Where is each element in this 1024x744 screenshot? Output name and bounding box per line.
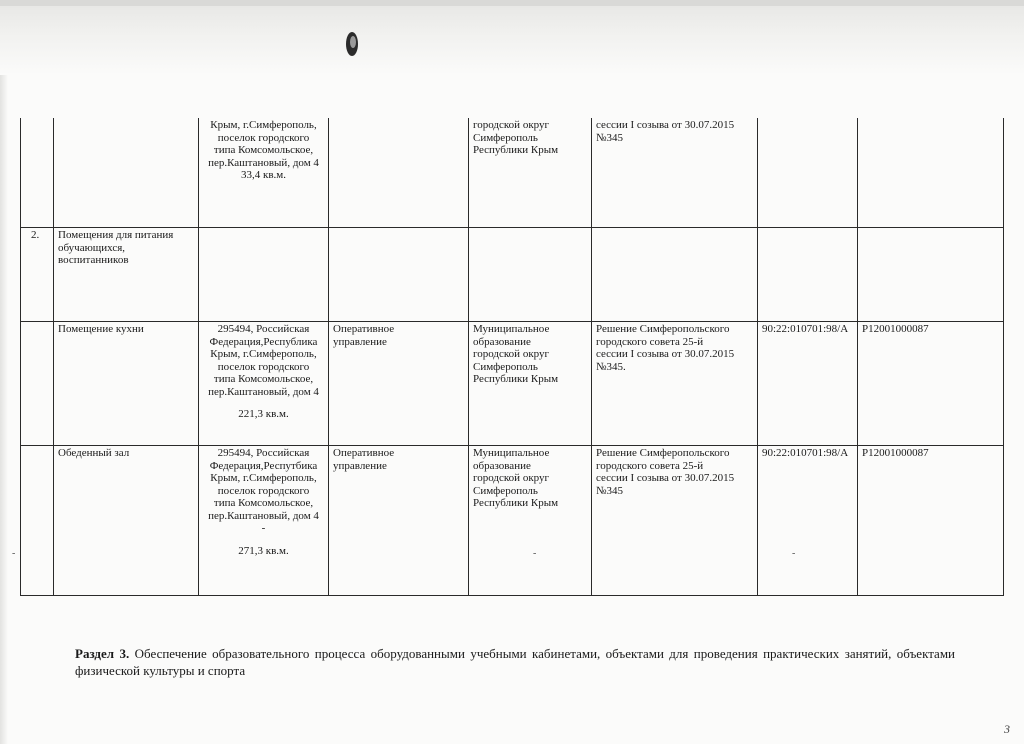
cell-name: Помещение кухни: [54, 322, 199, 446]
table-row-section: [21, 228, 1004, 322]
cell-registry: Р12001000087: [858, 322, 1004, 446]
cell-cadastral: 90:22:010701:98/А: [758, 322, 858, 446]
cell-number: 2.: [21, 228, 54, 322]
scan-edge-shadow: [0, 75, 8, 744]
area-value: 271,3 кв.м.: [238, 544, 289, 557]
cell-document: сессии I созыва от 30.07.2015 №345: [592, 118, 758, 228]
cell-document: Решение Симферопольского городского совета 25-й сессии I созыва от 30.07.2015 №345.: [592, 322, 758, 446]
cell-document: Решение Симферопольского городского совета 25-й сессии I созыва от 30.07.2015 №345: [592, 446, 758, 596]
table-row-continued: [21, 118, 1004, 228]
cell-right: Оперативное управление: [329, 446, 469, 596]
cell-address: Крым, г.Симферополь, поселок городского типа Комсомольское, пер.Каштановый, дом 4 33,4 кв.м.: [199, 118, 329, 228]
cell-section-name: Помещения для питания обучающихся, воспитанников: [54, 228, 199, 322]
paper-fold-shadow: [0, 0, 1024, 75]
premises-table: [20, 118, 1004, 596]
cell-registry: Р12001000087: [858, 446, 1004, 596]
scan-dash-mark: -: [792, 548, 796, 559]
table-row: [21, 322, 1004, 446]
cell-owner: Муниципальное образование городской округ Симферополь Республики Крым: [469, 322, 592, 446]
cell-right: Оперативное управление: [329, 322, 469, 446]
section-heading: [75, 645, 955, 679]
punch-hole-icon: [342, 28, 362, 60]
cell-owner: городской округ Симферополь Республики Крым: [469, 118, 592, 228]
table-row: [21, 446, 1004, 596]
section-label: Раздел 3.: [75, 646, 130, 661]
cell-name: Обеденный зал: [54, 446, 199, 596]
cell-address: 295494, Российская Федерация,Республика Крым, г.Симферополь, поселок городского типа Комсомольское, пер.Каштановый, дом 4 221,3 кв.м.: [199, 322, 329, 446]
section-text: Обеспечение образовательного процесса оборудованными учебными кабинетами, объектами для проведения практических занятий, объектами физической культуры и спорта: [75, 646, 956, 678]
scan-dash-mark: -: [533, 548, 537, 559]
cell-owner: Муниципальное образование городской округ Симферополь Республики Крым: [469, 446, 592, 596]
cell-address: 295494, Российская Федерация,Респутбика Крым, г.Симферополь, поселок городского типа Комсомольское, пер.Каштановый, дом 4 - 271,3 кв.м.: [199, 446, 329, 596]
area-value: 221,3 кв.м.: [238, 408, 289, 420]
cell-cadastral: 90:22:010701:98/А: [758, 446, 858, 596]
page-number: 3: [1004, 722, 1010, 736]
scan-dash-mark: -: [12, 548, 16, 559]
